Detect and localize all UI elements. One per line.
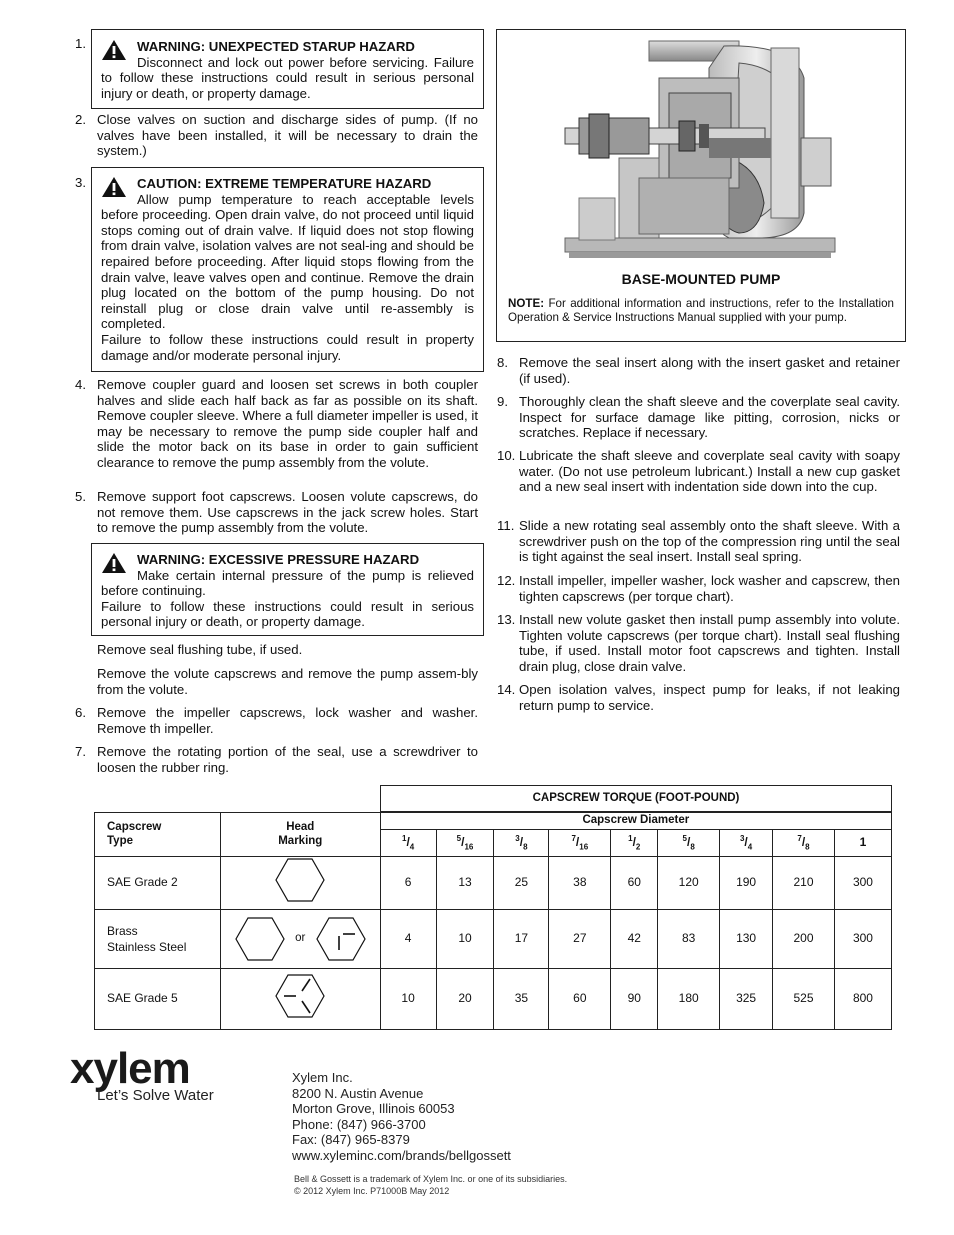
torque-value: 180 bbox=[658, 968, 720, 1029]
torque-value: 325 bbox=[720, 968, 773, 1029]
diameter-denominator: 8 bbox=[805, 842, 810, 852]
col-header-head-line2: Marking bbox=[278, 835, 323, 848]
address-line-2: Morton Grove, Illinois 60053 bbox=[292, 1101, 455, 1117]
step-text: Install new volute gasket then install pump assembly into volute. Tighten volute capscrews (per torque chart). Install seal flushing tube, if used. Install motor foot capscrews and tighten. Install drain plug, close drain valve. bbox=[519, 612, 900, 674]
hexagon-plain-icon bbox=[234, 916, 286, 962]
phone: Phone: (847) 966-3700 bbox=[292, 1116, 426, 1132]
trademark-notice: Bell & Gossett is a trademark of Xylem Inc. or one of its subsidiaries. bbox=[294, 1174, 568, 1184]
torque-value: 10 bbox=[380, 968, 436, 1029]
item-5-text: Remove support foot capscrews. Loosen volute capscrews, do not remove them. Use capscrews in the jack screw holes. Start to remove the pump assembly from the volute. bbox=[97, 489, 478, 536]
col-header-head-marking bbox=[220, 813, 380, 857]
item-6-text: Remove the impeller capscrews, lock washer and washer. Remove th impeller. bbox=[97, 705, 478, 736]
diameter-header: $^5/_{16}$ bbox=[436, 829, 494, 856]
item-2-text: Close valves on suction and discharge sides of pump. (If no valves have been installed, it will be necessary to drain the system.) bbox=[97, 112, 478, 159]
head-marking-cell bbox=[220, 909, 380, 968]
col-header-type-line1: Capscrew bbox=[107, 821, 162, 834]
copyright-notice: © 2012 Xylem Inc. P71000B May 2012 bbox=[294, 1186, 450, 1196]
diameter-denominator: 16 bbox=[464, 842, 474, 852]
diameter-numerator: 3 bbox=[739, 833, 745, 843]
step-number: 14. bbox=[497, 682, 516, 697]
website: www.xyleminc.com/brands/bellgossett bbox=[292, 1147, 511, 1163]
hexagon-grade5-icon bbox=[274, 973, 326, 1019]
step-number: 9. bbox=[497, 394, 508, 409]
table-row bbox=[95, 856, 892, 909]
torque-value: 13 bbox=[436, 856, 494, 909]
extra-step-volute: Remove the volute capscrews and remove the pump assem-bly from the volute. bbox=[97, 666, 478, 697]
diameter-numerator: 5 bbox=[682, 833, 687, 843]
diameter-header: $^7/_{16}$ bbox=[549, 829, 611, 856]
hexagon-plain-icon bbox=[274, 857, 326, 903]
col-header-diameter: Capscrew Diameter bbox=[380, 813, 891, 830]
step-text: Open isolation valves, inspect pump for leaks, if not leaking return pump to service. bbox=[519, 682, 900, 713]
caution-box-temperature bbox=[91, 167, 484, 372]
torque-value: 60 bbox=[611, 856, 658, 909]
warning-triangle-icon bbox=[101, 552, 127, 574]
head-marking-cell bbox=[220, 856, 380, 909]
company-address-block bbox=[292, 1070, 511, 1164]
torque-value: 120 bbox=[658, 856, 720, 909]
item-4-text: Remove coupler guard and loosen set screws in both coupler halves and slide each half back as far as possible on its shaft. Remove coupler sleeve. Where a full diameter impeller is used, it may be necessary to remove the pump side coupler half and slide the motor back on its base in order to gain sufficient clearance to remove the pump assembly from the volute. bbox=[97, 377, 478, 470]
diameter-numerator: 1 bbox=[859, 834, 867, 849]
or-label: or bbox=[295, 931, 306, 944]
torque-table bbox=[94, 812, 892, 1030]
head-marking-cell bbox=[220, 968, 380, 1029]
type-cell: SAE Grade 2 bbox=[95, 856, 221, 909]
torque-value: 4 bbox=[380, 909, 436, 968]
diameter-header: $^1/_4$ bbox=[380, 829, 436, 856]
fax: Fax: (847) 965-8379 bbox=[292, 1132, 410, 1148]
step-number: 8. bbox=[497, 355, 508, 370]
step-number: 13. bbox=[497, 612, 516, 627]
torque-value: 60 bbox=[549, 968, 611, 1029]
warning-body: Failure to follow these instructions could result in serious personal injury or death, or property damage. bbox=[101, 54, 475, 101]
torque-value: 200 bbox=[773, 909, 835, 968]
pump-figure-title: BASE-MOUNTED PUMP bbox=[621, 271, 781, 287]
caution-heading: CAUTION: EXTREME TEMPERATURE HAZARD bbox=[137, 176, 432, 191]
hexagon-marked-icon bbox=[315, 916, 367, 962]
diameter-numerator: 5 bbox=[456, 833, 462, 843]
torque-value: 210 bbox=[773, 856, 835, 909]
torque-value: 300 bbox=[834, 909, 891, 968]
company-name: Xylem Inc. bbox=[292, 1070, 353, 1085]
diameter-denominator: 2 bbox=[635, 842, 641, 852]
item-7-text: Remove the rotating portion of the seal, use a screwdriver to loosen the rubber ring. bbox=[97, 744, 478, 775]
torque-table-title: CAPSCREW TORQUE (FOOT-POUND) bbox=[380, 785, 892, 812]
diameter-denominator: 4 bbox=[409, 842, 415, 852]
caution-body: Allow pump temperature to reach acceptable levels before proceeding. Open drain valve, do not proceed until liquid stops coming out of drain valve. If liquid does not stop flowing from drain valve, isolation valves are not seal-ing and should be repaired before proceeding. After liquid stops flowing from the drain valve, leave valves open and continue. Remove the drain plug located on the bottom of the pump housing. Do not reinstall plug or close drain valve until re-assembly is completed. bbox=[101, 191, 474, 332]
torque-value: 20 bbox=[436, 968, 494, 1029]
table-row bbox=[95, 968, 892, 1029]
caution-body: Failure to follow these instructions could result in property damage and/or moderate personal injury. bbox=[101, 331, 474, 363]
torque-value: 25 bbox=[494, 856, 549, 909]
torque-value: 38 bbox=[549, 856, 611, 909]
item-5-number: 5. bbox=[75, 489, 86, 504]
step-text: Remove the seal insert along with the insert gasket and retainer (if used). bbox=[519, 355, 900, 386]
item-6-number: 6. bbox=[75, 705, 86, 720]
diameter-numerator: 1 bbox=[628, 833, 633, 843]
pump-cutaway-image bbox=[559, 38, 849, 266]
torque-value: 6 bbox=[380, 856, 436, 909]
torque-value: 42 bbox=[611, 909, 658, 968]
torque-value: 35 bbox=[494, 968, 549, 1029]
col-header-type-line2: Type bbox=[107, 835, 133, 848]
diameter-numerator: 1 bbox=[401, 833, 407, 843]
diameter-denominator: 16 bbox=[579, 842, 589, 852]
extra-step-flushing: Remove seal flushing tube, if used. bbox=[97, 642, 303, 657]
torque-value: 800 bbox=[834, 968, 891, 1029]
diameter-denominator: 8 bbox=[523, 842, 528, 852]
warning-box-pressure bbox=[91, 543, 484, 636]
torque-value: 10 bbox=[436, 909, 494, 968]
warning-triangle-icon bbox=[101, 176, 127, 198]
torque-value: 27 bbox=[549, 909, 611, 968]
step-text: Slide a new rotating seal assembly onto the shaft sleeve. With a screwdriver push on the top of the compression ring until the seal is tight against the seal insert. Install seal spring. bbox=[519, 518, 900, 565]
warning-body: Disconnect and lock out power before servicing. bbox=[137, 54, 429, 70]
address-line-1: 8200 N. Austin Avenue bbox=[292, 1085, 424, 1101]
warning-heading: WARNING: UNEXPECTED STARUP HAZARD bbox=[137, 39, 415, 54]
item-3-number: 3. bbox=[75, 175, 86, 190]
warning-body: Make certain internal pressure of the pump is relieved before continuing. bbox=[101, 567, 474, 599]
pump-figure-note bbox=[508, 297, 894, 325]
diameter-header: $^7/_8$ bbox=[773, 829, 835, 856]
warning-box-startup bbox=[91, 29, 484, 109]
torque-value: 90 bbox=[611, 968, 658, 1029]
item-2-number: 2. bbox=[75, 112, 86, 127]
warning-body: Failure to follow these instructions could result in serious personal injury or death, or property damage. bbox=[101, 598, 474, 630]
type-line: Brass bbox=[107, 923, 138, 938]
torque-value: 83 bbox=[658, 909, 720, 968]
step-number: 10. bbox=[497, 448, 516, 463]
xylem-tagline: Let’s Solve Water bbox=[97, 1087, 214, 1104]
step-text: Install impeller, impeller washer, lock washer and capscrew, then tighten capscrews (per torque chart). bbox=[519, 573, 900, 604]
torque-value: 17 bbox=[494, 909, 549, 968]
diameter-header: $^5/_8$ bbox=[658, 829, 720, 856]
diameter-numerator: 7 bbox=[797, 833, 802, 843]
step-number: 12. bbox=[497, 573, 516, 588]
col-header-capscrew-type bbox=[95, 813, 221, 857]
col-header-head-line1: Head bbox=[286, 821, 315, 834]
diameter-header: $^3/_8$ bbox=[494, 829, 549, 856]
torque-value: 190 bbox=[720, 856, 773, 909]
type-line: Stainless Steel bbox=[107, 939, 187, 954]
step-text: Thoroughly clean the shaft sleeve and the coverplate seal cavity. Inspect for surface damage like pitting, corrosion, nicks or scratches. Replace if necessary. bbox=[519, 394, 900, 441]
torque-value: 525 bbox=[773, 968, 835, 1029]
step-number: 11. bbox=[497, 518, 515, 533]
diameter-header bbox=[834, 829, 891, 856]
diameter-denominator: 4 bbox=[747, 842, 753, 852]
pump-figure-box bbox=[496, 29, 906, 342]
item-1-number: 1. bbox=[75, 36, 86, 51]
diameter-header: $^1/_2$ bbox=[611, 829, 658, 856]
type-cell bbox=[95, 909, 221, 968]
torque-value: 130 bbox=[720, 909, 773, 968]
item-4-number: 4. bbox=[75, 377, 86, 392]
diameter-numerator: 3 bbox=[515, 833, 520, 843]
table-row bbox=[95, 909, 892, 968]
type-cell: SAE Grade 5 bbox=[95, 968, 221, 1029]
torque-value: 300 bbox=[834, 856, 891, 909]
step-text: Lubricate the shaft sleeve and coverplate seal cavity with soapy water. (Do not use petroleum lubricant.) Install a new cup gasket and a new seal insert with indentation side down into the cup. bbox=[519, 448, 900, 495]
diameter-header: $^3/_4$ bbox=[720, 829, 773, 856]
note-text: For additional information and instructions, refer to the Installation Operation & Service Instructions Manual supplied with your pump. bbox=[508, 297, 894, 324]
diameter-denominator: 8 bbox=[690, 842, 695, 852]
warning-triangle-icon bbox=[101, 39, 127, 61]
note-label: NOTE: bbox=[508, 297, 545, 310]
diameter-numerator: 7 bbox=[571, 833, 576, 843]
warning-heading: WARNING: EXCESSIVE PRESSURE HAZARD bbox=[137, 552, 420, 567]
xylem-logo: xylem bbox=[70, 1044, 190, 1093]
item-7-number: 7. bbox=[75, 744, 86, 759]
